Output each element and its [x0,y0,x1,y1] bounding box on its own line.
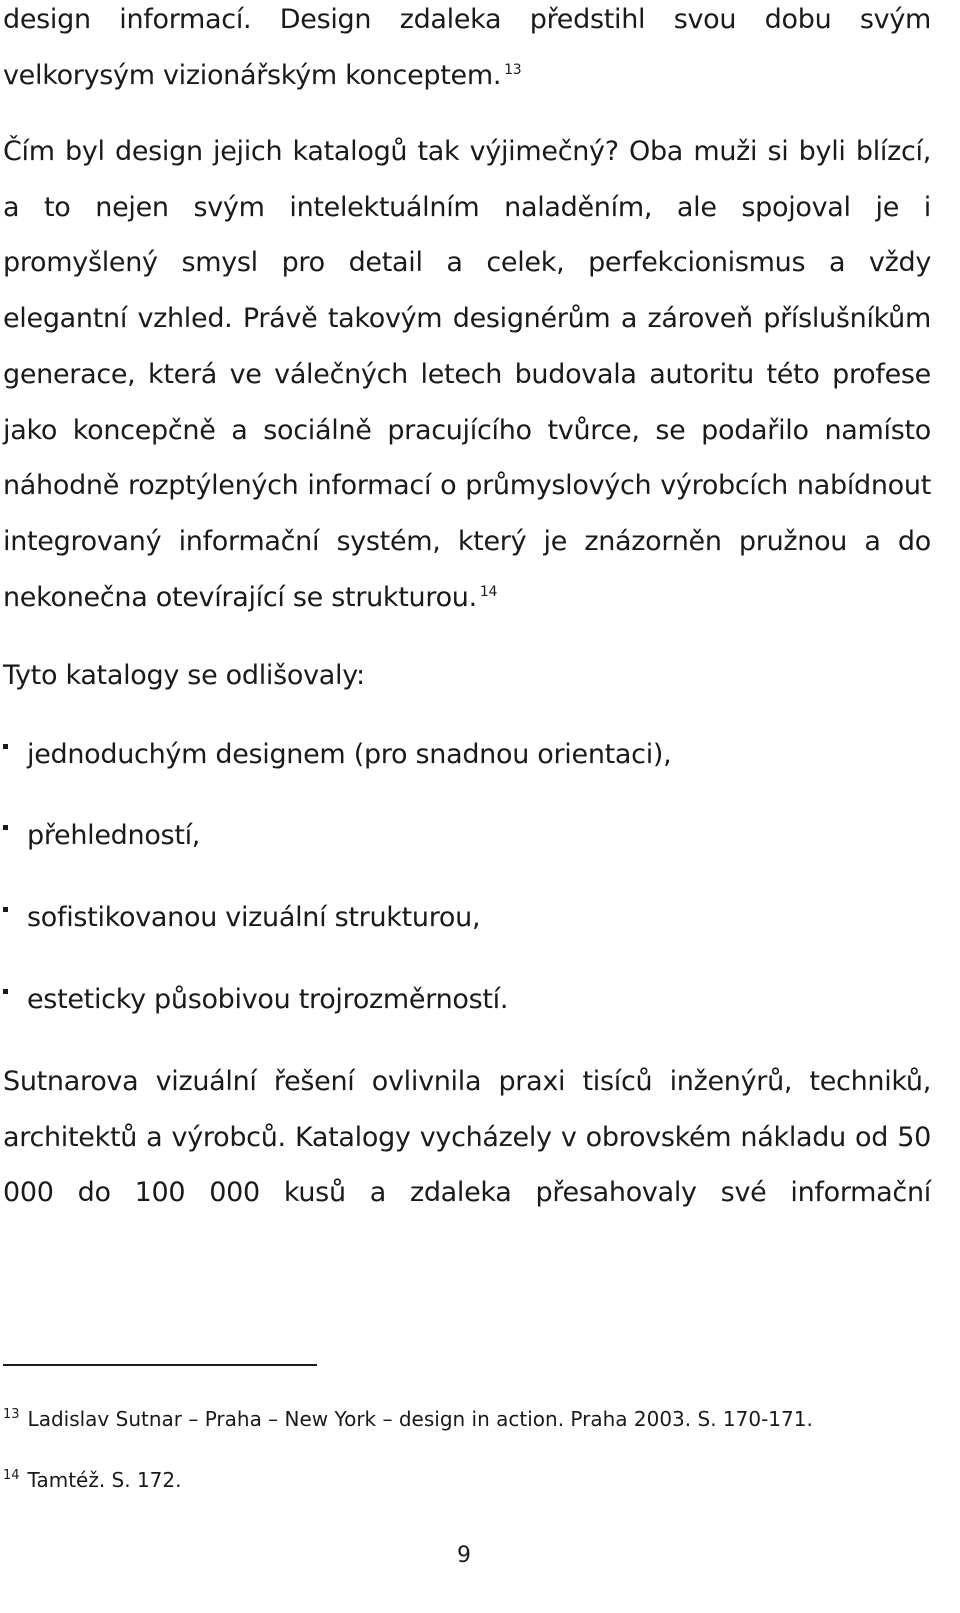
footnote-divider [3,1364,317,1366]
list-item-text: sofistikovanou vizuální strukturou, [27,902,481,933]
bullet-icon [3,744,8,749]
bullet-icon [3,907,8,912]
list-item-text: přehledností, [27,820,201,851]
list-item [3,980,508,1020]
footnote-number: 14 [3,1468,20,1484]
list-item [3,816,200,856]
page-number: 9 [457,1543,471,1568]
paragraph-catalog-design [3,124,931,625]
list-item-text: jednoduchým designem (pro snadnou orientaci), [27,739,672,770]
paragraph-intro-text: design informací. Design zdaleka předstihl svou dobu svým velkorysým vizionářským konceptem. [3,4,931,91]
footnote-13 [3,1405,813,1433]
bullet-icon [3,989,8,994]
list-item [3,898,480,938]
list-item [3,735,671,775]
footnote-text: Ladislav Sutnar – Praha – New York – design in action. Praha 2003. S. 170-171. [27,1407,813,1431]
paragraph-list-intro: Tyto katalogy se odlišovaly: [3,660,365,691]
paragraph-catalog-design-text: Čím byl design jejich katalogů tak výjimečný? Oba muži si byli blízcí, a to nejen svým intelektuálním naladěním, ale spojoval je i promyšlený smysl pro detail a celek, perfekcionismus a vždy elegantní vzhled. Právě takovým designérům a zároveň příslušníkům generace, která ve válečných letech budovala autoritu této profese jako koncepčně a sociálně pracujícího tvůrce, se podařilo namísto náhodně rozptýlených informací o průmyslových výrobcích nabídnout integrovaný informační systém, který je znázorněn pružnou a do nekonečna otevírající se strukturou. [3,136,931,613]
footnote-ref-13[interactable]: 13 [504,61,522,78]
footnote-number: 13 [3,1407,20,1423]
paragraph-influence: Sutnarova vizuální řešení ovlivnila praxi tisíců inženýrů, techniků, architektů a výrobců. Katalogy vycházely v obrovském nákladu od 50 000 do 100 000 kusů a zdaleka přesahovaly své informační [3,1066,931,1209]
footnote-ref-14[interactable]: 14 [479,583,498,600]
bullet-icon [3,825,8,830]
list-item-text: esteticky působivou trojrozměrností. [27,984,509,1015]
paragraph-intro [3,0,931,103]
footnote-14 [3,1466,182,1494]
footnote-text: Tamtéž. S. 172. [27,1468,182,1492]
